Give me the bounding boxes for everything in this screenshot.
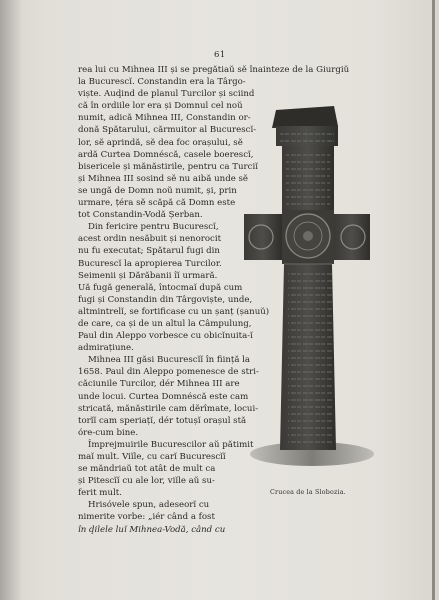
text-line: că în ordiile lor era și Domnul cel noŭ	[78, 101, 243, 112]
text-line: 1658. Paul din Aleppo pomenesce de stri-	[78, 367, 259, 378]
text-line: Împrejmuirile Bucurescilor aŭ pătimit	[88, 439, 254, 450]
text-line: Seimenii și Dărăbanii îĭ urmară.	[78, 270, 218, 281]
text-line: la Bucurescĭ. Constandin era la Târgo-	[78, 77, 246, 88]
text-line: căciunile Turcilor, dér Mihnea III are	[78, 379, 240, 390]
text-line: și Pitescĭĭ cu ale lor, viĭle aŭ su-	[78, 476, 215, 487]
text-line: Uă fugă generală, întocmaĭ după cum	[78, 282, 243, 293]
text-line: se ungă de Domn noŭ numit, și, prin	[78, 185, 237, 196]
page-number: 61	[214, 50, 226, 60]
cross-cap	[272, 106, 338, 128]
text-line: tot Constandin-Vodă Șerban.	[78, 210, 203, 221]
figure-caption: Crucea de la Slobozia.	[270, 489, 346, 496]
text-line: altmintrelĭ, se fortificase cu un șanț (șanuŭ)	[78, 306, 270, 317]
text-line: de care, ca și de un altul la Câmpulung,	[78, 318, 252, 329]
text-line: ferit mult.	[78, 488, 122, 499]
text-line: nu fu executat; Spătarul fugi din	[78, 246, 220, 257]
page-binding-shadow	[0, 0, 22, 600]
text-line: Mihnea III găsi Bucurescĭĭ în ființă la	[88, 355, 251, 366]
text-line: maĭ mult. Viĭle, cu carĭ Bucurescĭĭ	[78, 452, 226, 462]
text-line: și Mihnea III sosind sĕ nu aibă unde sĕ	[78, 173, 249, 184]
text-line: Hrisóvele spun, adeseorĭ cu	[88, 500, 210, 511]
text-line: rea lui cu Mihnea III și se pregătiaŭ sĕ înainteze de la Giurgiŭ	[78, 65, 350, 75]
page-edge	[432, 0, 435, 600]
text-line: donă Spătarului, cărmuitor al Bucurescĭ-	[78, 125, 257, 136]
text-line: se măndriaŭ tot atât de mult ca	[78, 464, 216, 475]
cross-left-arm	[244, 214, 282, 260]
text-line: óre-cum bine.	[78, 427, 139, 438]
text-line: ardă Curtea Domnéscă, casele boerescĭ,	[78, 149, 254, 160]
text-line: viște. Auḑind de planul Turcilor și sciind	[78, 89, 255, 100]
text-line: torĭĭ cam speriațĭ, dér totușĭ orașul stă	[78, 415, 247, 426]
text-line: numit, adică Mihnea III, Constandin or-	[78, 113, 251, 124]
text-line: unde locui. Curtea Domnéscă este cam	[78, 391, 249, 402]
text-line: nimerite vorbe: „iér când a fost	[78, 512, 215, 523]
text-line: admirațiune.	[78, 343, 134, 354]
text-line: urmare, țéra sĕ scăpă că Domn este	[78, 198, 236, 209]
text-line: acest ordin nesăbuit și nenorocit	[78, 234, 222, 245]
text-line: bisericele și mănăstirile, pentru ca Turciĭ	[78, 161, 258, 172]
text-line: Bucurescĭ la apropierea Turcilor.	[78, 258, 222, 269]
text-line: fugi și Constandin din Târgoviște, unde,	[78, 294, 253, 305]
text-line: stricată, mănăstirile cam dĕrîmate, locui-	[78, 403, 259, 414]
text-line: Din fericire pentru Bucurescĭ,	[88, 222, 219, 233]
text-line: în ḑilele luĭ Mihnea-Vodă, când cu	[78, 524, 226, 535]
text-line: lor, sĕ aprindă, sĕ dea foc orașului, sĕ	[78, 137, 243, 148]
stone-cross-illustration	[242, 102, 382, 474]
text-line: Paul din Aleppo vorbesce cu obicĭnuita-ĭ	[78, 331, 253, 342]
